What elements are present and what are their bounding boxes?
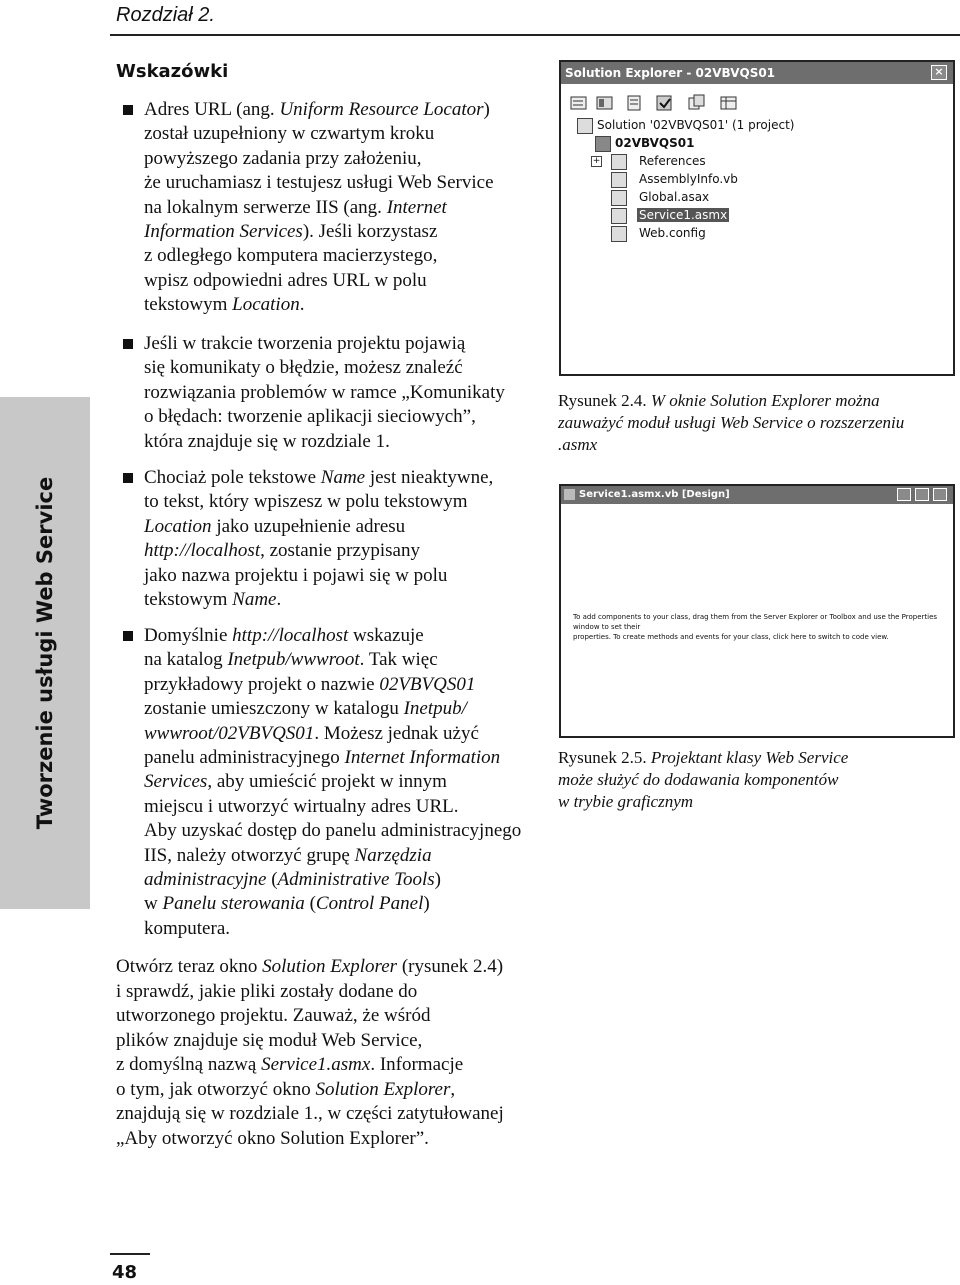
toolbar-icon[interactable] [687,94,707,112]
project-icon [595,136,611,152]
figure-2-4-caption: Rysunek 2.4. W oknie Solution Explorer można zauważyć moduł usługi Web Service o rozszerzeniu .asmx [558,391,905,454]
figure-2-5-caption: Rysunek 2.5. Projektant klasy Web Service może służyć do dodawania komponentów w trybie graficznym [558,748,849,811]
app-icon [564,489,575,500]
asmx-file-icon [611,208,627,224]
tip-3-text: Chociaż pole tekstowe Name jest nieaktywne, to tekst, który wpiszesz w polu tekstowym Location jako uzupełnienie adresu http://localhost, zostanie przypisany jako nazwa projektu i pojawi się w polu tekstowym Name. [144,467,494,611]
bullet-square-icon [123,105,133,115]
tip-2-text: Jeśli w trakcie tworzenia projektu pojawią się komunikaty o błędzie, możesz znaleźć rozwiązania problemów w ramce „Komunikaty o błędach: tworzenie aplikacji sieciowych”, która znajduje się w rozdziale 1. [144,333,505,452]
header-rule [110,0,960,36]
toolbar-icon[interactable] [655,94,675,112]
tree-item-global-asax[interactable]: Global.asax [611,190,709,204]
tip-1 [116,98,536,318]
designer-titlebar [561,486,953,504]
toolbar-icon[interactable] [595,94,615,112]
tree-item-solution[interactable]: Solution '02VBVQS01' (1 project) [577,118,794,132]
designer-message: To add components to your class, drag them from the Server Explorer or Toolbox and use the Properties window to set their properties. To create methods and events for your class, click here to switch to code view. [573,613,938,641]
tips-heading: Wskazówki [116,61,229,82]
close-icon[interactable]: × [931,65,947,80]
close-icon[interactable] [933,488,947,501]
side-tab-label: Tworzenie usługi Web Service [33,476,57,830]
tip-1-text: Adres URL (ang. Uniform Resource Locator) został uzupełniony w czwartym kroku powyższego zadania przy założeniu, że uruchamiasz i testujesz usługi Web Service na lokalnym serwerze IIS (ang. Internet Information Services). Jeśli korzystasz z odległego komputera macierzystego, wpisz odpowiedni adres URL w polu tekstowym Location. [144,99,494,316]
bullet-square-icon [123,631,133,641]
tree-item-web-config[interactable]: Web.config [611,226,706,240]
toolbar-icon[interactable] [719,94,739,112]
minimize-icon[interactable] [897,488,911,501]
solution-explorer-title: Solution Explorer - 02VBVQS01 [565,66,776,80]
footer-rule [110,1253,150,1255]
tip-4-text: Domyślnie http://localhost wskazuje na katalog Inetpub/wwwroot. Tak więc przykładowy projekt o nazwie 02VBVQS01 zostanie umieszczony w katalogu Inetpub/ wwwroot/02VBVQS01. Możesz jednak użyć panelu administracyjnego Internet Information Services, aby umieścić projekt w innym miejscu i utworzyć wirtualny adres URL. Aby uzyskać dostęp do panelu administracyjnego IIS, należy otworzyć grupę Narzędzia administracyjne (Administrative Tools) w Panelu sterowania (Control Panel) komputera. [144,625,522,939]
tip-4 [116,624,536,941]
expand-icon[interactable]: + [592,156,601,166]
solution-explorer-titlebar [561,62,953,84]
config-file-icon [611,226,627,242]
solution-icon [577,118,593,134]
tree-item-references[interactable]: + References [592,154,706,168]
tree-item-assemblyinfo[interactable]: AssemblyInfo.vb [611,172,738,186]
side-tab [0,397,90,909]
tree-item-service1-asmx[interactable]: Service1.asmx [611,208,729,222]
folder-icon [611,154,627,170]
page-number: 48 [112,1262,138,1283]
tip-3 [116,466,536,612]
vb-file-icon [611,172,627,188]
designer-window [559,484,955,738]
tip-2 [116,332,536,454]
chapter-title: Rozdział 2. [116,4,215,26]
bullet-square-icon [123,473,133,483]
bullet-square-icon [123,339,133,349]
solution-explorer-window [559,60,955,376]
toolbar-icon[interactable] [569,94,589,112]
tree-item-project[interactable]: 02VBVQS01 [595,136,694,150]
body-paragraph: Otwórz teraz okno Solution Explorer (rysunek 2.4) i sprawdź, jakie pliki zostały dodane do utworzonego projektu. Zauważ, że wśród plików znajduje się moduł Web Service, z domyślną nazwą Service1.asmx. Informacje o tym, jak otworzyć okno Solution Explorer, znajdują się w rozdziale 1., w części zatytułowanej „Aby otworzyć okno Solution Explorer”. [116,956,504,1149]
designer-title: Service1.asmx.vb [Design] [579,489,730,500]
maximize-icon[interactable] [915,488,929,501]
toolbar-icon[interactable] [625,94,645,112]
asax-file-icon [611,190,627,206]
